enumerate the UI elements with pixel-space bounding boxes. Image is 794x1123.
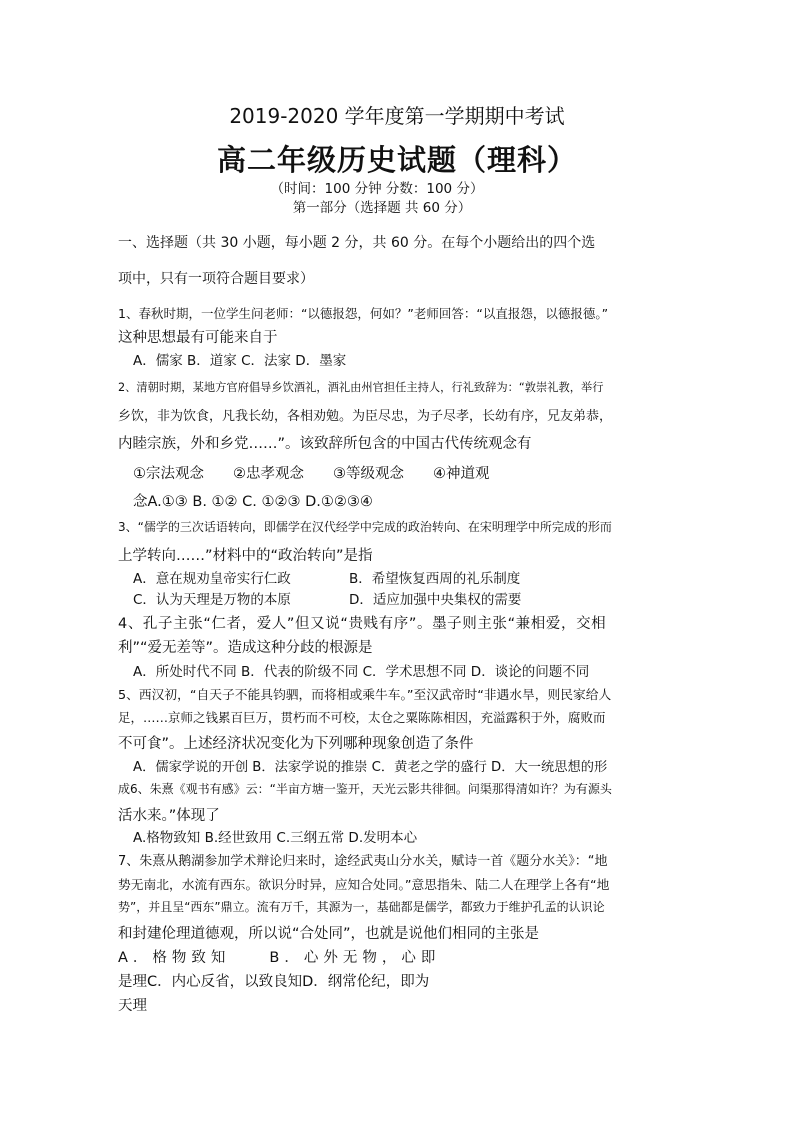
question-3-text-cont: 上学转向……”材料中的“政治转向”是指 xyxy=(118,548,373,564)
question-1-text-cont: 这种思想最有可能来自于 xyxy=(118,330,278,346)
question-2-text-cont1: 乡饮，非为饮食，凡我长幼，各相劝勉。为臣尽忠，为子尽孝，长幼有序，兄友弟恭， xyxy=(118,409,613,424)
question-2-options: 念A.①③ B. ①② C. ①②③ D.①②③④ xyxy=(133,494,373,510)
question-3-option-c: C．认为天理是万物的本原 xyxy=(133,592,291,608)
question-3-text: 3、“儒学的三次话语转向，即儒学在汉代经学中完成的政治转向、在宋明理学中所完成的形而 xyxy=(118,520,612,534)
question-6-text-cont: 活水来。”体现了 xyxy=(118,808,220,824)
exam-title: 2019-2020 学年度第一学期期中考试 xyxy=(229,104,565,128)
question-7-options-ab: A．格物致知 B．心外无物，心即 xyxy=(118,950,441,966)
question-3-option-a: A．意在规劝皇帝实行仁政 xyxy=(133,571,291,587)
question-4-text-cont: 利”“爱无差等”。造成这种分歧的根源是 xyxy=(118,640,373,656)
question-7-text-cont2: 势”，并且呈“西东”鼎立。流有万千，其源为一，基础都是儒学，都致力于维护孔孟的认识论 xyxy=(118,900,605,914)
question-4-text: 4、孔子主张“仁者，爱人”但又说“贵贱有序”。墨子则主张“兼相爱，交相 xyxy=(118,616,607,632)
part-one-heading: 第一部分（选择题 共 60 分） xyxy=(292,200,472,216)
question-6-options: A.格物致知 B.经世致用 C.三纲五常 D.发明本心 xyxy=(133,830,418,846)
question-3-option-b: B．希望恢复西周的礼乐制度 xyxy=(349,571,521,587)
question-5-text-cont2: 不可食”。上述经济状况变化为下列哪种现象创造了条件 xyxy=(118,736,474,752)
question-7-text: 7、朱熹从鹅湖参加学术辩论归来时，途经武夷山分水关，赋诗一首《题分水关》：“地 xyxy=(118,854,608,869)
question-1-text: 1、春秋时期，一位学生问老师：“以德报怨，何如？”老师回答：“以直报怨，以德报德。” xyxy=(118,306,609,321)
question-7-options-tail: 天理 xyxy=(118,998,147,1014)
question-7-text-cont3: 和封建伦理道德观，所以说“合处同”，也就是说他们相同的主张是 xyxy=(118,926,540,942)
question-3-option-d: D．适应加强中央集权的需要 xyxy=(349,592,522,608)
question-7-text-cont1: 势无南北，水流有西东。欲识分时异，应知合处同。”意思指朱、陆二人在理学上各有“地 xyxy=(118,878,610,893)
question-7-options-cd: 是理C．内心反省，以致良知D．纲常伦纪，即为 xyxy=(118,974,430,990)
section-instructions-line1: 一、选择题（共 30 小题，每小题 2 分，共 60 分。在每个小题给出的四个选 xyxy=(118,235,596,251)
subject-title: 高二年级历史试题（理科） xyxy=(216,143,577,177)
section-instructions-line2: 项中，只有一项符合题目要求） xyxy=(118,271,314,287)
question-5-text: 5、西汉初，“自天子不能具钧驷，而将相或乘牛车。”至汉武帝时“非遇水旱，则民家给人 xyxy=(118,688,612,703)
question-2-text-cont2: 内睦宗族，外和乡党……”。该致辞所包含的中国古代传统观念有 xyxy=(118,436,532,452)
question-5-options: A．儒家学说的开创 B．法家学说的推崇 C．黄老之学的盛行 D．大一统思想的形 xyxy=(133,760,608,775)
question-6-text: 成6、朱熹《观书有感》云：“半亩方塘一鉴开，天光云影共徘徊。问渠那得清如许？为有源头 xyxy=(118,782,612,796)
question-1-options: A．儒家 B．道家 C．法家 D．墨家 xyxy=(133,353,347,369)
time-score-line: （时间：100 分钟 分数：100 分） xyxy=(270,181,484,197)
question-5-text-cont1: 足，……京师之钱累百巨万，贯朽而不可校，太仓之粟陈陈相因，充溢露积于外，腐败而 xyxy=(118,710,606,725)
question-2-text: 2、清朝时期，某地方官府倡导乡饮酒礼，酒礼由州官担任主持人，行礼致辞为：“敦崇礼教，举行 xyxy=(118,381,604,394)
question-4-options: A．所处时代不同 B．代表的阶级不同 C．学术思想不同 D．谈论的问题不同 xyxy=(133,664,590,680)
question-2-items: ①宗法观念 ②忠孝观念 ③等级观念 ④神道观 xyxy=(133,466,490,482)
